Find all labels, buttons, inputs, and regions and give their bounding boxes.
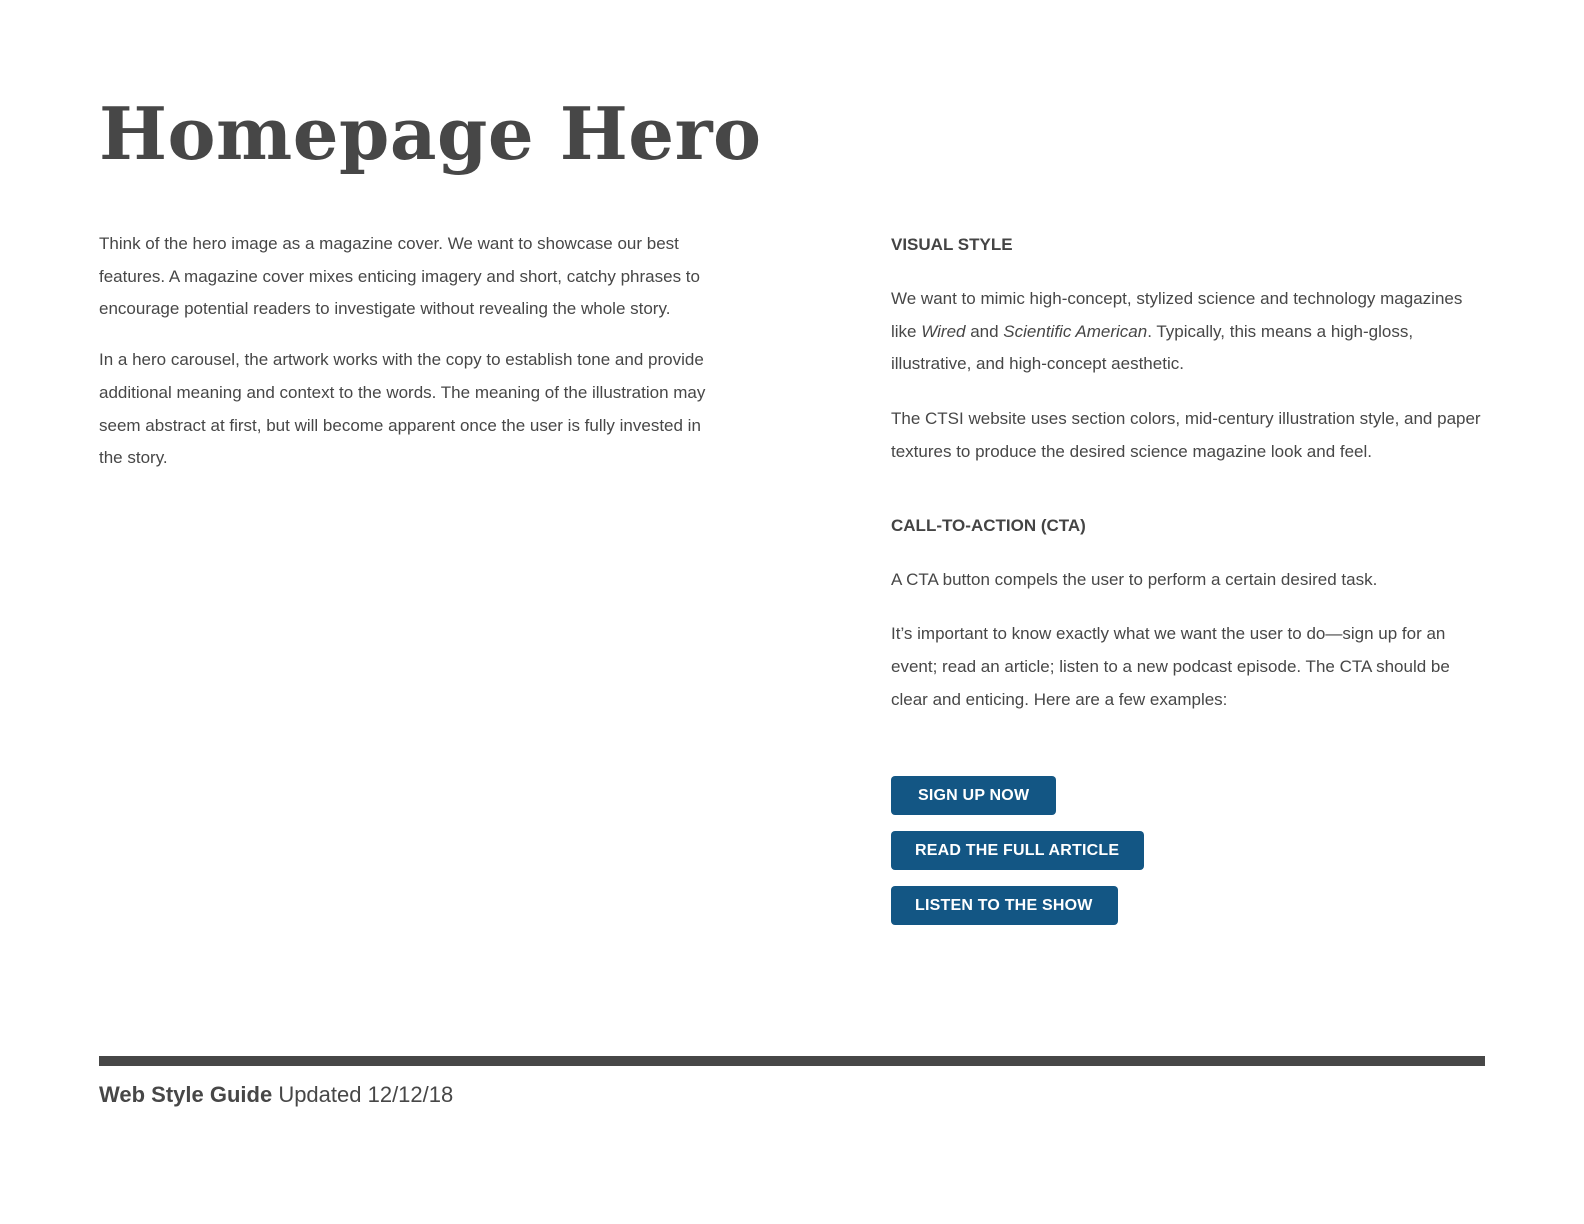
footer: [99, 1080, 453, 1110]
cta-paragraph-2: It’s important to know exactly what we want the user to do—sign up for an event; read an article; listen to a new podcast episode. The CTA should be clear and enticing. Here are a few examples:: [891, 624, 1450, 709]
visual-style-text-1: We want to mimic high-concept, stylized science and technology magazines like: [891, 289, 1463, 341]
intro-paragraph-2: In a hero carousel, the artwork works with the copy to establish tone and provide additional meaning and context to the words. The meaning of the illustration may seem abstract at first, but will become apparent once the user is fully invested in the story.: [99, 350, 706, 468]
intro-paragraph-1: Think of the hero image as a magazine cover. We want to showcase our best features. A magazine cover mixes enticing imagery and short, catchy phrases to encourage potential readers to investigate without revealing the whole story.: [99, 234, 700, 319]
intro-column: [99, 228, 709, 475]
footer-divider: [99, 1056, 1485, 1066]
scientific-american-mention: Scientific American: [1003, 321, 1148, 341]
visual-style-text-3: . Typically, this means a high-gloss, illustrative, and high-concept aesthetic.: [891, 321, 1414, 374]
footer-guide-name: Web Style Guide: [99, 1082, 273, 1107]
visual-style-text-2: and: [965, 321, 1004, 341]
cta-paragraph-1: A CTA button compels the user to perform a certain desired task.: [891, 569, 1378, 589]
footer-updated-date: Updated 12/12/18: [278, 1082, 454, 1107]
wired-mention: Wired: [921, 321, 966, 341]
listen-to-show-button[interactable]: LISTEN TO THE SHOW: [891, 886, 1118, 925]
visual-style-paragraph-1: [891, 283, 1491, 381]
read-full-article-button[interactable]: READ THE FULL ARTICLE: [891, 831, 1144, 870]
sign-up-now-button[interactable]: SIGN UP NOW: [891, 776, 1056, 815]
guidelines-column: [891, 228, 1491, 941]
cta-heading: CALL-TO-ACTION (CTA): [891, 515, 1086, 535]
visual-style-heading: VISUAL STYLE: [891, 235, 1013, 254]
page-title: Homepage Hero: [99, 91, 762, 176]
visual-style-paragraph-2: The CTSI website uses section colors, mid-century illustration style, and paper textures to produce the desired science magazine look and feel.: [891, 409, 1481, 461]
cta-examples: [891, 776, 1491, 925]
